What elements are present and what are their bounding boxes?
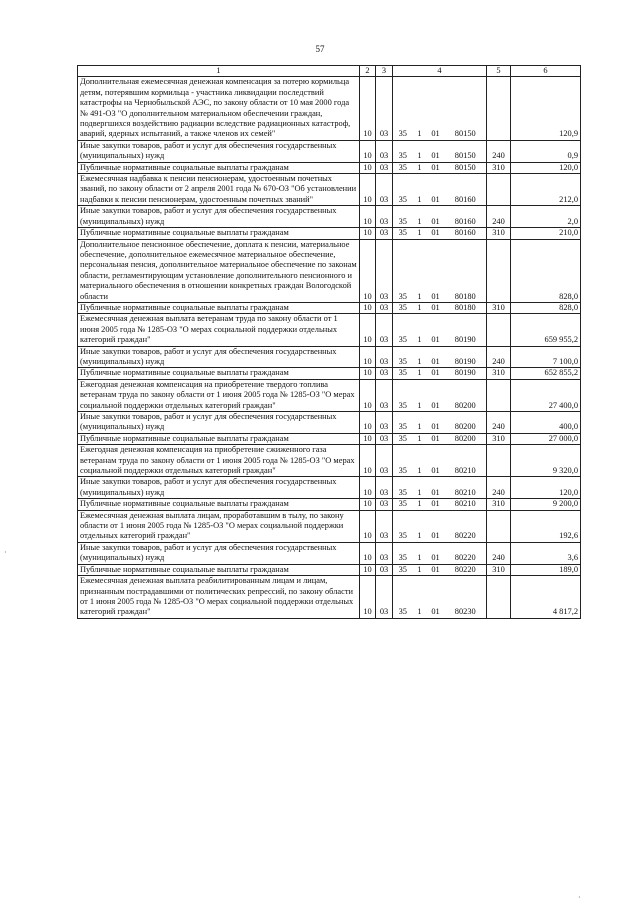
row-subprogram: 1 — [413, 445, 427, 477]
row-program: 35 — [393, 314, 413, 346]
row-amount: 7 100,0 — [511, 346, 581, 368]
row-event: 01 — [427, 499, 445, 510]
row-expense-type: 240 — [487, 346, 511, 368]
row-expense-type — [487, 576, 511, 619]
row-section: 10 — [360, 346, 376, 368]
row-program: 35 — [393, 368, 413, 379]
row-expense-type: 310 — [487, 499, 511, 510]
margin-mark: · — [4, 548, 7, 557]
row-name: Публичные нормативные социальные выплаты гражданам — [78, 368, 360, 379]
row-expense-type: 240 — [487, 206, 511, 228]
row-subsection: 03 — [376, 140, 393, 162]
row-subprogram: 1 — [413, 433, 427, 444]
row-event: 01 — [427, 379, 445, 411]
row-program: 35 — [393, 412, 413, 434]
row-amount: 400,0 — [511, 412, 581, 434]
row-name: Публичные нормативные социальные выплаты гражданам — [78, 499, 360, 510]
row-name: Публичные нормативные социальные выплаты гражданам — [78, 162, 360, 173]
row-section: 10 — [360, 140, 376, 162]
row-expense-type — [487, 510, 511, 542]
row-direction: 80210 — [445, 477, 487, 499]
row-section: 10 — [360, 228, 376, 239]
row-subsection: 03 — [376, 174, 393, 206]
row-direction: 80160 — [445, 174, 487, 206]
row-program: 35 — [393, 239, 413, 302]
row-subprogram: 1 — [413, 477, 427, 499]
row-expense-type: 310 — [487, 228, 511, 239]
row-expense-type: 240 — [487, 542, 511, 564]
row-direction: 80150 — [445, 162, 487, 173]
row-subprogram: 1 — [413, 499, 427, 510]
row-amount: 27 400,0 — [511, 379, 581, 411]
row-program: 35 — [393, 445, 413, 477]
row-event: 01 — [427, 174, 445, 206]
row-subsection: 03 — [376, 379, 393, 411]
table-body — [78, 77, 581, 618]
table-row — [78, 314, 581, 346]
row-subsection: 03 — [376, 77, 393, 140]
row-subsection: 03 — [376, 206, 393, 228]
row-event: 01 — [427, 228, 445, 239]
row-direction: 80200 — [445, 433, 487, 444]
row-direction: 80190 — [445, 314, 487, 346]
row-section: 10 — [360, 379, 376, 411]
row-subprogram: 1 — [413, 510, 427, 542]
row-subprogram: 1 — [413, 542, 427, 564]
header-col-1: 1 — [78, 66, 360, 77]
row-program: 35 — [393, 477, 413, 499]
row-name: Иные закупки товаров, работ и услуг для обеспечения государственных (муниципальных) нужд — [78, 206, 360, 228]
row-expense-type: 240 — [487, 477, 511, 499]
table-row — [78, 206, 581, 228]
table-row — [78, 412, 581, 434]
row-subsection: 03 — [376, 314, 393, 346]
row-subsection: 03 — [376, 412, 393, 434]
table-row — [78, 77, 581, 140]
row-expense-type — [487, 445, 511, 477]
row-expense-type: 310 — [487, 564, 511, 575]
row-event: 01 — [427, 162, 445, 173]
row-event: 01 — [427, 564, 445, 575]
row-subprogram: 1 — [413, 239, 427, 302]
table-row — [78, 510, 581, 542]
header-col-2: 2 — [360, 66, 376, 77]
row-program: 35 — [393, 77, 413, 140]
margin-mark: · — [578, 893, 581, 902]
row-direction: 80190 — [445, 346, 487, 368]
row-event: 01 — [427, 239, 445, 302]
row-direction: 80150 — [445, 77, 487, 140]
header-col-5: 5 — [487, 66, 511, 77]
row-section: 10 — [360, 174, 376, 206]
row-event: 01 — [427, 314, 445, 346]
row-program: 35 — [393, 576, 413, 619]
header-row — [78, 66, 581, 77]
row-direction: 80220 — [445, 564, 487, 575]
row-name: Ежегодная денежная компенсация на приобретение сжиженного газа ветеранам труда по закону области от 1 июня 2005 года № 1285-ОЗ "О мерах социальной поддержки отдельных категорий граждан" — [78, 445, 360, 477]
row-name: Ежегодная денежная компенсация на приобретение твердого топлива ветеранам труда по закону области от 1 июня 2005 года № 1285-ОЗ "О мерах социальной поддержки отдельных категорий граждан" — [78, 379, 360, 411]
row-amount: 9 200,0 — [511, 499, 581, 510]
row-subprogram: 1 — [413, 77, 427, 140]
row-direction: 80180 — [445, 239, 487, 302]
row-name: Иные закупки товаров, работ и услуг для обеспечения государственных (муниципальных) нужд — [78, 412, 360, 434]
row-direction: 80210 — [445, 499, 487, 510]
table-row — [78, 433, 581, 444]
row-name: Публичные нормативные социальные выплаты гражданам — [78, 433, 360, 444]
row-subsection: 03 — [376, 445, 393, 477]
row-program: 35 — [393, 542, 413, 564]
row-expense-type — [487, 239, 511, 302]
row-subsection: 03 — [376, 433, 393, 444]
table-row — [78, 162, 581, 173]
table-row — [78, 576, 581, 619]
row-program: 35 — [393, 174, 413, 206]
row-subprogram: 1 — [413, 412, 427, 434]
row-subsection: 03 — [376, 564, 393, 575]
table-row — [78, 302, 581, 313]
row-direction: 80190 — [445, 368, 487, 379]
row-event: 01 — [427, 206, 445, 228]
row-subprogram: 1 — [413, 346, 427, 368]
row-amount: 4 817,2 — [511, 576, 581, 619]
row-amount: 652 855,2 — [511, 368, 581, 379]
row-name: Ежемесячная надбавка к пенсии пенсионерам, удостоенным почетных званий, по закону области от 2 апреля 2001 года № 670-ОЗ "Об установлении надбавки к пенсии пенсионерам, удостоенным почетных званий" — [78, 174, 360, 206]
table-row — [78, 445, 581, 477]
row-event: 01 — [427, 412, 445, 434]
row-section: 10 — [360, 162, 376, 173]
row-subprogram: 1 — [413, 368, 427, 379]
row-section: 10 — [360, 576, 376, 619]
row-name: Ежемесячная денежная выплата реабилитированным лицам и лицам, признанным пострадавшими от политических репрессий, по закону области от 1 июня 2005 года № 1285-ОЗ "О мерах социальной поддержки отдельных категорий граждан" — [78, 576, 360, 619]
row-expense-type — [487, 314, 511, 346]
row-event: 01 — [427, 302, 445, 313]
row-program: 35 — [393, 228, 413, 239]
row-program: 35 — [393, 379, 413, 411]
row-event: 01 — [427, 433, 445, 444]
row-amount: 210,0 — [511, 228, 581, 239]
table-row — [78, 140, 581, 162]
row-event: 01 — [427, 576, 445, 619]
header-col-4: 4 — [393, 66, 487, 77]
row-subsection: 03 — [376, 542, 393, 564]
row-subprogram: 1 — [413, 379, 427, 411]
row-direction: 80220 — [445, 542, 487, 564]
row-section: 10 — [360, 314, 376, 346]
row-program: 35 — [393, 564, 413, 575]
row-event: 01 — [427, 445, 445, 477]
row-event: 01 — [427, 542, 445, 564]
row-direction: 80180 — [445, 302, 487, 313]
row-amount: 189,0 — [511, 564, 581, 575]
row-subsection: 03 — [376, 228, 393, 239]
row-name: Дополнительная ежемесячная денежная компенсация за потерю кормильца детям, потерявшим кормильца - участника ликвидации последствий катастрофы на Чернобыльской АЭС, по закону области от 10 мая 2000 года № 491-ОЗ "О дополнительном материальном обеспечении граждан, подвергшихся воздействию радиации вследствие радиационных катастроф, аварий, ядерных испытаний, а также членов их семей" — [78, 77, 360, 140]
table-row — [78, 368, 581, 379]
table-row — [78, 239, 581, 302]
row-subprogram: 1 — [413, 162, 427, 173]
row-expense-type: 310 — [487, 302, 511, 313]
row-event: 01 — [427, 346, 445, 368]
row-direction: 80220 — [445, 510, 487, 542]
row-amount: 2,0 — [511, 206, 581, 228]
row-expense-type — [487, 174, 511, 206]
row-event: 01 — [427, 368, 445, 379]
row-section: 10 — [360, 302, 376, 313]
table-row — [78, 346, 581, 368]
row-expense-type — [487, 77, 511, 140]
row-subprogram: 1 — [413, 564, 427, 575]
row-subprogram: 1 — [413, 228, 427, 239]
row-event: 01 — [427, 77, 445, 140]
row-program: 35 — [393, 140, 413, 162]
row-section: 10 — [360, 239, 376, 302]
budget-table — [77, 65, 581, 619]
row-section: 10 — [360, 477, 376, 499]
row-subsection: 03 — [376, 368, 393, 379]
row-amount: 120,9 — [511, 77, 581, 140]
row-amount: 9 320,0 — [511, 445, 581, 477]
row-expense-type: 240 — [487, 140, 511, 162]
row-amount: 828,0 — [511, 302, 581, 313]
row-direction: 80200 — [445, 379, 487, 411]
row-section: 10 — [360, 445, 376, 477]
row-event: 01 — [427, 477, 445, 499]
row-section: 10 — [360, 412, 376, 434]
row-subprogram: 1 — [413, 576, 427, 619]
page-number: 57 — [315, 44, 325, 54]
row-name: Ежемесячная денежная выплата ветеранам труда по закону области от 1 июня 2005 года № 1285-ОЗ "О мерах социальной поддержки отдельных категорий граждан" — [78, 314, 360, 346]
row-subsection: 03 — [376, 162, 393, 173]
row-amount: 120,0 — [511, 477, 581, 499]
row-subprogram: 1 — [413, 302, 427, 313]
row-name: Иные закупки товаров, работ и услуг для обеспечения государственных (муниципальных) нужд — [78, 140, 360, 162]
row-amount: 27 000,0 — [511, 433, 581, 444]
row-name: Иные закупки товаров, работ и услуг для обеспечения государственных (муниципальных) нужд — [78, 477, 360, 499]
row-subsection: 03 — [376, 477, 393, 499]
row-amount: 212,0 — [511, 174, 581, 206]
row-subsection: 03 — [376, 499, 393, 510]
row-program: 35 — [393, 162, 413, 173]
row-direction: 80230 — [445, 576, 487, 619]
row-amount: 0,9 — [511, 140, 581, 162]
row-name: Публичные нормативные социальные выплаты гражданам — [78, 302, 360, 313]
row-program: 35 — [393, 206, 413, 228]
row-amount: 3,6 — [511, 542, 581, 564]
row-direction: 80150 — [445, 140, 487, 162]
row-expense-type: 240 — [487, 412, 511, 434]
row-amount: 192,6 — [511, 510, 581, 542]
row-amount: 120,0 — [511, 162, 581, 173]
row-amount: 659 955,2 — [511, 314, 581, 346]
row-section: 10 — [360, 206, 376, 228]
row-subprogram: 1 — [413, 140, 427, 162]
row-program: 35 — [393, 510, 413, 542]
row-amount: 828,0 — [511, 239, 581, 302]
table-row — [78, 228, 581, 239]
table-row — [78, 564, 581, 575]
row-name: Иные закупки товаров, работ и услуг для обеспечения государственных (муниципальных) нужд — [78, 346, 360, 368]
row-direction: 80160 — [445, 228, 487, 239]
row-subsection: 03 — [376, 576, 393, 619]
row-subsection: 03 — [376, 302, 393, 313]
table-row — [78, 477, 581, 499]
row-section: 10 — [360, 499, 376, 510]
row-direction: 80210 — [445, 445, 487, 477]
table-row — [78, 499, 581, 510]
row-expense-type: 310 — [487, 162, 511, 173]
row-name: Публичные нормативные социальные выплаты гражданам — [78, 228, 360, 239]
row-expense-type: 310 — [487, 368, 511, 379]
row-subsection: 03 — [376, 346, 393, 368]
row-section: 10 — [360, 368, 376, 379]
row-subprogram: 1 — [413, 314, 427, 346]
row-event: 01 — [427, 140, 445, 162]
row-program: 35 — [393, 346, 413, 368]
table-row — [78, 174, 581, 206]
row-direction: 80200 — [445, 412, 487, 434]
row-section: 10 — [360, 510, 376, 542]
row-name: Ежемесячная денежная выплата лицам, проработавшим в тылу, по закону области от 1 июня 2005 года № 1285-ОЗ "О мерах социальной поддержки отдельных категорий граждан" — [78, 510, 360, 542]
row-section: 10 — [360, 433, 376, 444]
row-event: 01 — [427, 510, 445, 542]
header-col-6: 6 — [511, 66, 581, 77]
row-program: 35 — [393, 499, 413, 510]
row-expense-type: 310 — [487, 433, 511, 444]
table-row — [78, 379, 581, 411]
row-program: 35 — [393, 433, 413, 444]
row-section: 10 — [360, 542, 376, 564]
row-name: Публичные нормативные социальные выплаты гражданам — [78, 564, 360, 575]
row-direction: 80160 — [445, 206, 487, 228]
row-name: Иные закупки товаров, работ и услуг для обеспечения государственных (муниципальных) нужд — [78, 542, 360, 564]
row-name: Дополнительное пенсионное обеспечение, доплата к пенсии, материальное обеспечение, дополнительное ежемесячное материальное обеспечение, персональная пенсия, дополнительное материальное обеспечение по законам области, регламентирующим установление дополнительного пенсионного и материального обеспечения в отношении конкретных граждан Вологодской области — [78, 239, 360, 302]
row-expense-type — [487, 379, 511, 411]
row-program: 35 — [393, 302, 413, 313]
row-section: 10 — [360, 77, 376, 140]
table-row — [78, 542, 581, 564]
row-subprogram: 1 — [413, 206, 427, 228]
row-subsection: 03 — [376, 510, 393, 542]
row-subsection: 03 — [376, 239, 393, 302]
row-subprogram: 1 — [413, 174, 427, 206]
row-section: 10 — [360, 564, 376, 575]
header-col-3: 3 — [376, 66, 393, 77]
